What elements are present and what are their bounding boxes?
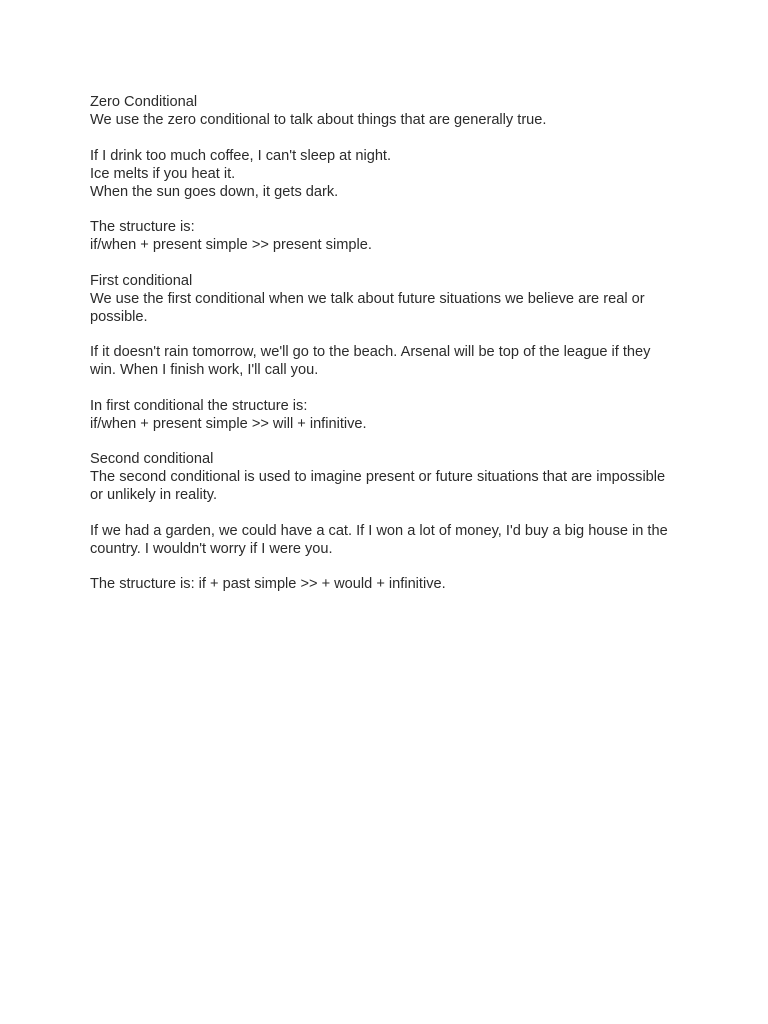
example-line: Ice melts if you heat it. bbox=[90, 165, 236, 182]
paragraph-second-conditional-structure bbox=[90, 575, 680, 593]
example-line: When the sun goes down, it gets dark. bbox=[90, 183, 339, 200]
paragraph-second-conditional-examples bbox=[90, 522, 680, 558]
paragraph-second-conditional-intro bbox=[90, 450, 680, 504]
paragraph-zero-conditional-structure bbox=[90, 218, 680, 254]
paragraph-zero-conditional-intro bbox=[90, 93, 680, 129]
heading-zero-conditional: Zero Conditional bbox=[90, 94, 198, 110]
example-line: If I drink too much coffee, I can't sleep at night. bbox=[90, 147, 392, 164]
paragraph-first-conditional-structure bbox=[90, 397, 680, 433]
text-line: In first conditional the structure is: bbox=[90, 397, 308, 414]
example-line: If we had a garden, we could have a cat. If I won a lot of money, I'd buy a big house in the country. I wouldn't worry if I were you. bbox=[90, 522, 668, 557]
heading-second-conditional: Second conditional bbox=[90, 451, 214, 467]
paragraph-first-conditional-examples bbox=[90, 343, 680, 379]
text-line: We use the zero conditional to talk about things that are generally true. bbox=[90, 112, 547, 128]
structure-line: if/when + present simple >> will + infinitive. bbox=[90, 415, 367, 432]
example-line: If it doesn't rain tomorrow, we'll go to the beach. Arsenal will be top of the league if they win. When I finish work, I'll call you. bbox=[90, 344, 651, 378]
text-line: The structure is: bbox=[90, 219, 195, 235]
heading-first-conditional: First conditional bbox=[90, 272, 193, 289]
text-line: The second conditional is used to imagine present or future situations that are impossible or unlikely in reality. bbox=[90, 469, 666, 503]
structure-line: if/when + present simple >> present simple. bbox=[90, 237, 372, 253]
structure-line: The structure is: if + past simple >> + would + infinitive. bbox=[90, 576, 446, 592]
paragraph-zero-conditional-examples bbox=[90, 147, 680, 201]
document-body bbox=[90, 93, 680, 611]
text-line: We use the first conditional when we talk about future situations we believe are real or possible. bbox=[90, 290, 645, 325]
paragraph-first-conditional-intro bbox=[90, 272, 680, 326]
